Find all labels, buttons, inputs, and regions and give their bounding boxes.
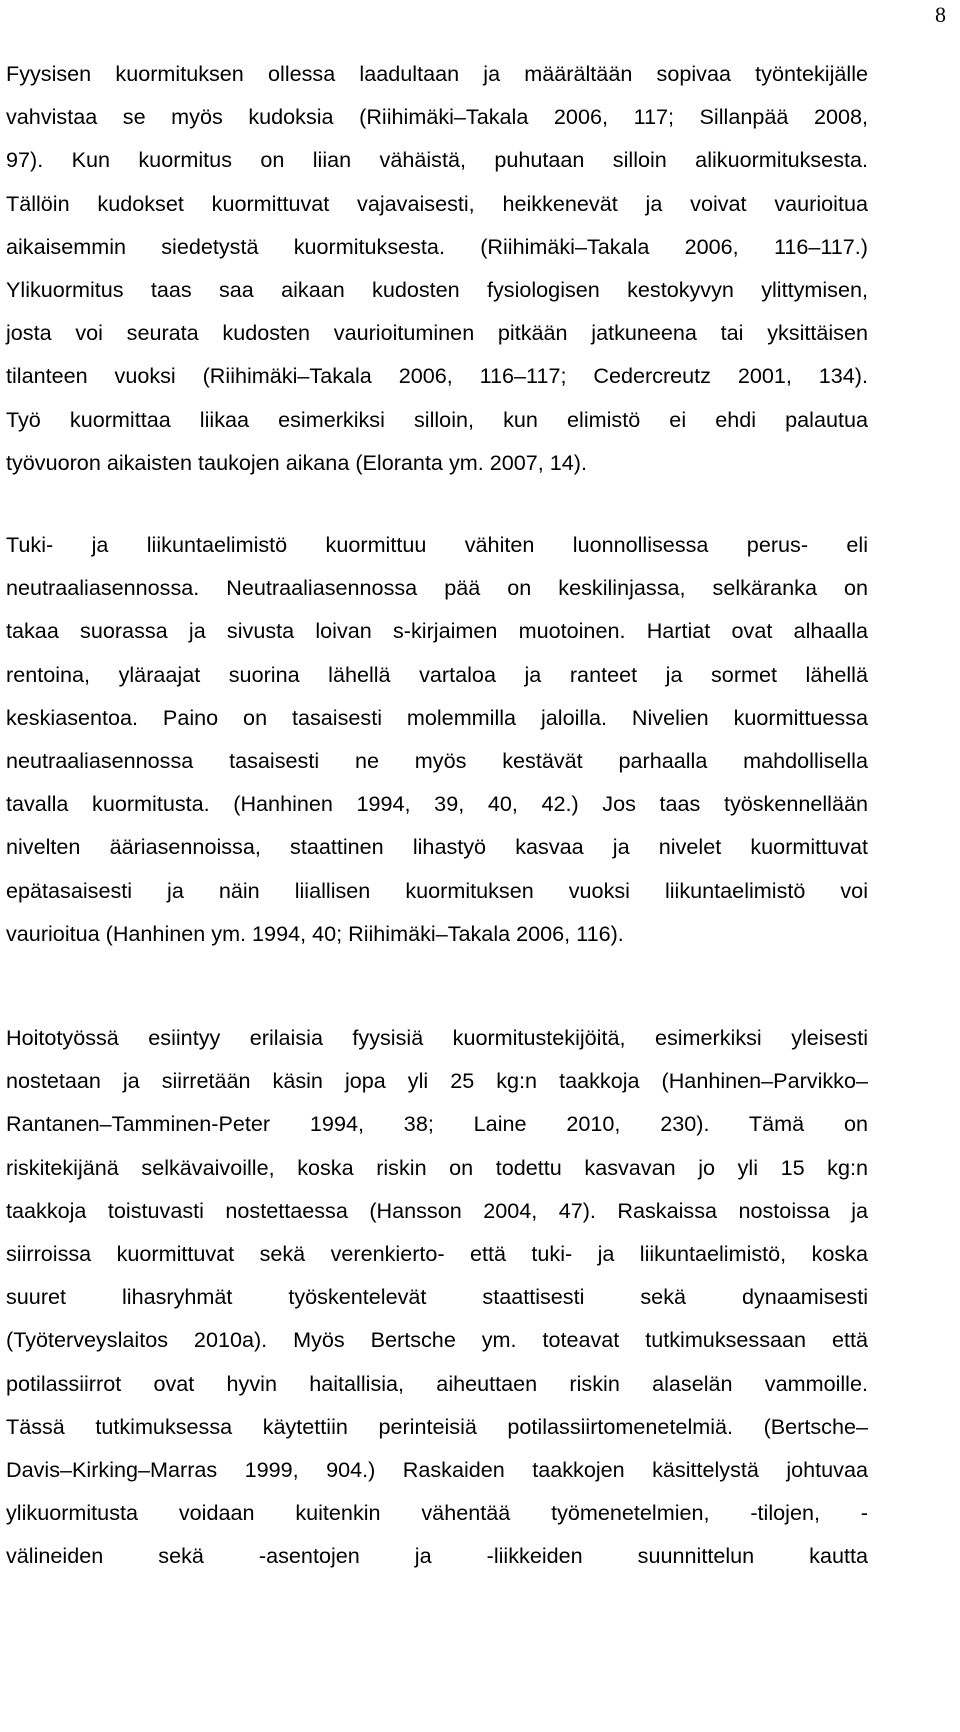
- text-line: suuret lihasryhmät työskentelevät staattisesti sekä dynaamisesti: [6, 1284, 868, 1310]
- text-line: (Työterveyslaitos 2010a). Myös Bertsche ym. toteavat tutkimuksessaan että: [6, 1327, 868, 1353]
- text-line: epätasaisesti ja näin liiallisen kuormituksen vuoksi liikuntaelimistö voi: [6, 877, 868, 903]
- text-line: josta voi seurata kudosten vaurioituminen pitkään jatkuneena tai yksittäisen: [6, 320, 868, 346]
- text-line: neutraaliasennossa tasaisesti ne myös kestävät parhaalla mahdollisella: [6, 747, 868, 773]
- text-line: Hoitotyössä esiintyy erilaisia fyysisiä kuormitustekijöitä, esimerkiksi yleisesti: [6, 1025, 868, 1050]
- text-line: taakkoja toistuvasti nostettaessa (Hansson 2004, 47). Raskaissa nostoissa ja: [6, 1197, 868, 1223]
- text-line: Työ kuormittaa liikaa esimerkiksi silloin, kun elimistö ei ehdi palautua: [6, 406, 868, 432]
- text-line: vaurioitua (Hanhinen ym. 1994, 40; Riihimäki–Takala 2006, 116).: [6, 920, 624, 946]
- text-line: rentoina, yläraajat suorina lähellä vartaloa ja ranteet ja sormet lähellä: [6, 661, 868, 687]
- text-line: potilassiirrot ovat hyvin haitallisia, aiheuttaen riskin alaselän vammoille.: [6, 1370, 868, 1396]
- text-line: työvuoron aikaisten taukojen aikana (Eloranta ym. 2007, 14).: [6, 449, 587, 475]
- text-line: siirroissa kuormittuvat sekä verenkierto- että tuki- ja liikuntaelimistö, koska: [6, 1240, 868, 1266]
- text-line: välineiden sekä -asentojen ja -liikkeiden suunnittelun kautta: [6, 1543, 868, 1569]
- text-line: tavalla kuormitusta. (Hanhinen 1994, 39, 40, 42.) Jos taas työskennellään: [6, 791, 868, 817]
- text-line: Tässä tutkimuksessa käytettiin perinteisiä potilassiirtomenetelmiä. (Bertsche–: [6, 1413, 868, 1439]
- text-line: tilanteen vuoksi (Riihimäki–Takala 2006, 116–117; Cedercreutz 2001, 134).: [6, 363, 868, 389]
- paragraph-neutral-posture: [6, 523, 868, 955]
- text-line: takaa suorassa ja sivusta loivan s-kirjaimen muotoinen. Hartiat ovat alhaalla: [6, 618, 868, 644]
- text-line: aikaisemmin siedetystä kuormituksesta. (Riihimäki–Takala 2006, 116–117.): [6, 233, 868, 259]
- text-line: Ylikuormitus taas saa aikaan kudosten fysiologisen kestokyvyn ylittymisen,: [6, 276, 868, 302]
- text-line: Tuki- ja liikuntaelimistö kuormittuu vähiten luonnollisessa perus- eli: [6, 532, 868, 557]
- text-line: keskiasentoa. Paino on tasaisesti molemmilla jaloilla. Nivelien kuormittuessa: [6, 704, 868, 730]
- text-line: Fyysisen kuormituksen ollessa laadultaan ja määrältään sopivaa työntekijälle: [6, 61, 868, 86]
- text-line: nivelten ääriasennoissa, staattinen lihastyö kasvaa ja nivelet kuormittuvat: [6, 834, 868, 860]
- paragraph-physical-load: [6, 52, 868, 484]
- text-line: Rantanen–Tamminen-Peter 1994, 38; Laine 2010, 230). Tämä on: [6, 1111, 868, 1137]
- text-line: Tällöin kudokset kuormittuvat vajavaisesti, heikkenevät ja voivat vaurioitua: [6, 190, 868, 216]
- text-line: ylikuormitusta voidaan kuitenkin vähentää työmenetelmien, -tilojen, -: [6, 1500, 868, 1526]
- text-line: Davis–Kirking–Marras 1999, 904.) Raskaiden taakkojen käsittelystä johtuvaa: [6, 1456, 868, 1482]
- text-line: vahvistaa se myös kudoksia (Riihimäki–Takala 2006, 117; Sillanpää 2008,: [6, 104, 868, 130]
- text-line: riskitekijänä selkävaivoille, koska riskin on todettu kasvavan jo yli 15 kg:n: [6, 1154, 868, 1180]
- text-line: 97). Kun kuormitus on liian vähäistä, puhutaan silloin alikuormituksesta.: [6, 147, 868, 173]
- text-line: nostetaan ja siirretään käsin jopa yli 25 kg:n taakkoja (Hanhinen–Parvikko–: [6, 1068, 868, 1094]
- text-line: neutraaliasennossa. Neutraaliasennossa pää on keskilinjassa, selkäranka on: [6, 575, 868, 601]
- page-number: 8: [935, 2, 946, 27]
- paragraph-nursing-load: [6, 1016, 868, 1577]
